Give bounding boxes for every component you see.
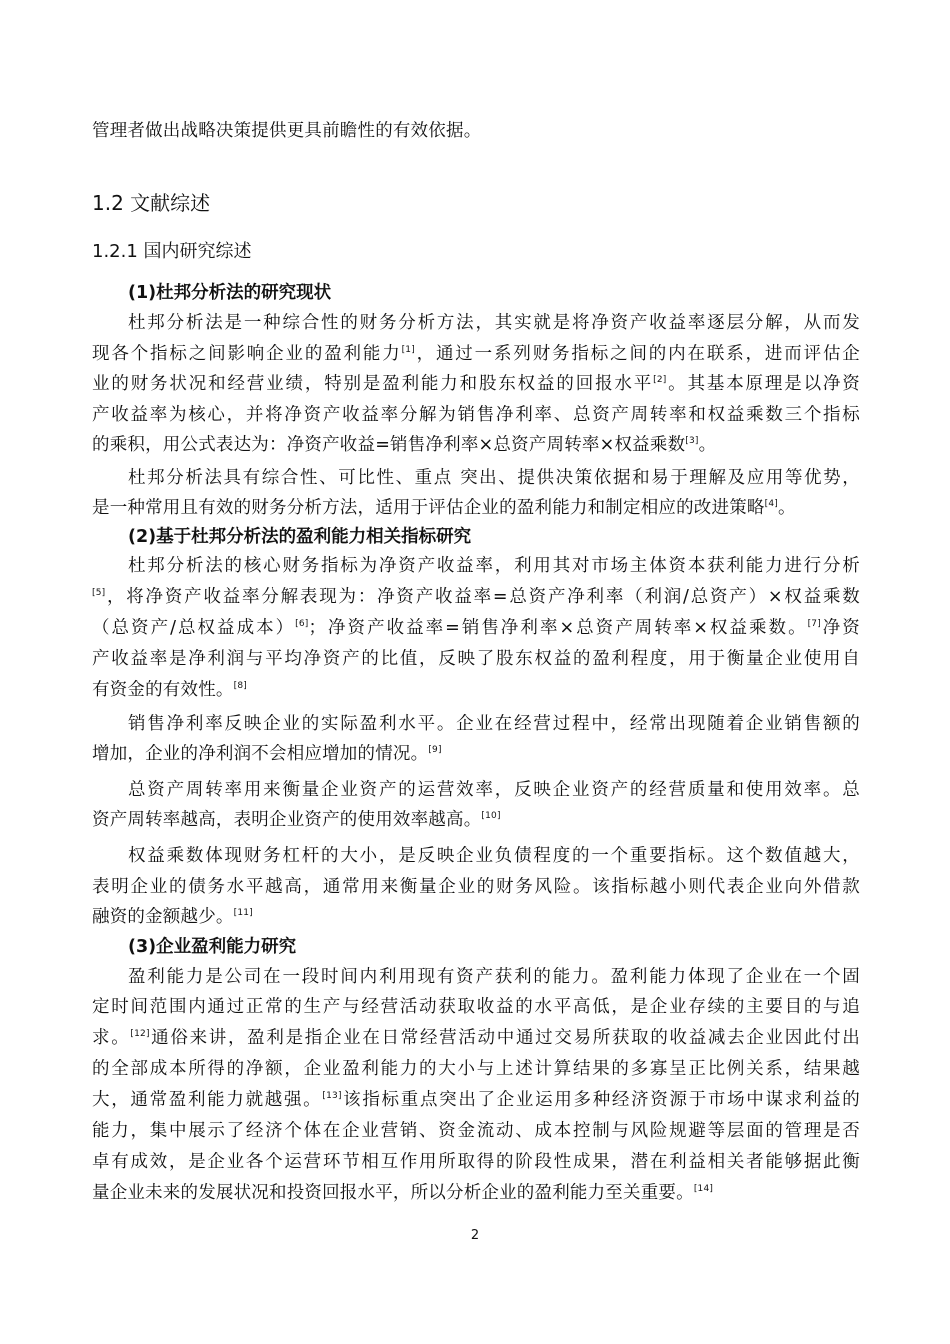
text-line: 的乘积，用公式表达为：净资产收益=销售净利率×总资产周转率×权益乘数[3]。 xyxy=(92,435,717,455)
text-line: 产收益率为核心，并将净资产收益率分解为销售净利率、总资产周转率和权益乘数三个指标 xyxy=(92,405,860,425)
citation-mark: [14] xyxy=(693,1184,714,1194)
text-line: 能力，集中展示了经济个体在企业营销、资金流动、成本控制与风险规避等层面的管理是否 xyxy=(92,1121,860,1141)
page-number: 2 xyxy=(470,1228,480,1243)
citation-mark: [11] xyxy=(233,908,253,918)
text-line: 卓有成效，是企业各个运营环节相互作用所取得的阶段性成果，潜在利益相关者能够据此衡 xyxy=(92,1152,860,1172)
subsection-heading: 1.2.1 国内研究综述 xyxy=(92,241,252,262)
text-line: [5]，将净资产收益率分解表现为：净资产收益率=总资产净利率（利润/总资产）×权益乘数 xyxy=(92,587,860,607)
citation-mark: [12] xyxy=(130,1029,150,1039)
text-line: 增加，企业的净利润不会相应增加的情况。[9] xyxy=(92,744,442,764)
citation-mark: [5] xyxy=(92,588,106,598)
section-heading: 1.2 文献综述 xyxy=(92,191,211,215)
heading-dupont-status: (1)杜邦分析法的研究现状 xyxy=(128,283,332,303)
text-line: 有资金的有效性。[8] xyxy=(92,680,247,700)
citation-mark: [6] xyxy=(295,619,309,629)
text-line: 融资的金额越少。[11] xyxy=(92,907,253,927)
text-line: 销售净利率反映企业的实际盈利水平。企业在经营过程中，经常出现随着企业销售额的 xyxy=(128,714,860,734)
text-line: 定时间范围内通过正常的生产与经营活动获取收益的水平高低，是企业存续的主要目的与追 xyxy=(92,997,860,1017)
text-line: 现各个指标之间影响企业的盈利能力[1]，通过一系列财务指标之间的内在联系，进而评估企 xyxy=(92,344,860,364)
text-line: 业的财务状况和经营业绩，特别是盈利能力和股东权益的回报水平[2]。其基本原理是以净资 xyxy=(92,374,860,394)
citation-mark: [8] xyxy=(233,681,247,691)
citation-mark: [1] xyxy=(401,345,415,355)
text-line: 产收益率是净利润与平均净资产的比值，反映了股东权益的盈利程度，用于衡量企业使用自 xyxy=(92,649,860,669)
citation-mark: [2] xyxy=(653,375,667,385)
citation-mark: [9] xyxy=(428,745,442,755)
citation-mark: [7] xyxy=(807,619,821,629)
heading-dupont-indicators: (2)基于杜邦分析法的盈利能力相关指标研究 xyxy=(128,527,472,547)
text-line: 大，通常盈利能力就越强。[13]该指标重点突出了企业运用多种经济资源于市场中谋求利益的 xyxy=(92,1090,860,1110)
text-line: 杜邦分析法的核心财务指标为净资产收益率，利用其对市场主体资本获利能力进行分析 xyxy=(128,556,860,576)
text-line: 杜邦分析法是一种综合性的财务分析方法，其实就是将净资产收益率逐层分解，从而发 xyxy=(128,313,860,333)
text-line: 资产周转率越高，表明企业资产的使用效率越高。[10] xyxy=(92,810,501,830)
heading-profitability: (3)企业盈利能力研究 xyxy=(128,937,297,957)
text-line: 表明企业的债务水平越高，通常用来衡量企业的财务风险。该指标越小则代表企业向外借款 xyxy=(92,877,860,897)
citation-mark: [4] xyxy=(764,499,778,509)
text-line: 权益乘数体现财务杠杆的大小，是反映企业负债程度的一个重要指标。这个数值越大， xyxy=(128,846,860,866)
text-line: 杜邦分析法具有综合性、可比性、重点 突出、提供决策依据和易于理解及应用等优势， xyxy=(128,468,860,488)
citation-mark: [13] xyxy=(322,1091,342,1101)
text-line: 总资产周转率用来衡量企业资产的运营效率，反映企业资产的经营质量和使用效率。总 xyxy=(128,780,860,800)
text-line: 管理者做出战略决策提供更具前瞻性的有效依据。 xyxy=(92,121,482,141)
text-line: 的全部成本所得的净额，企业盈利能力的大小与上述计算结果的多寡呈正比例关系，结果越 xyxy=(92,1059,860,1079)
text-line: 求。[12]通俗来讲，盈利是指企业在日常经营活动中通过交易所获取的收益减去企业因此付出 xyxy=(92,1028,860,1048)
citation-mark: [3] xyxy=(685,436,699,446)
text-line: 是一种常用且有效的财务分析方法，适用于评估企业的盈利能力和制定相应的改进策略[4]。 xyxy=(92,498,796,518)
text-line: 盈利能力是公司在一段时间内利用现有资产获利的能力。盈利能力体现了企业在一个固 xyxy=(128,967,860,987)
text-line: （总资产/总权益成本）[6]；净资产收益率=销售净利率×总资产周转率×权益乘数。[7]净资 xyxy=(92,618,860,638)
citation-mark: [10] xyxy=(481,811,501,821)
text-line: 量企业未来的发展状况和投资回报水平，所以分析企业的盈利能力至关重要。[14] xyxy=(92,1183,714,1203)
